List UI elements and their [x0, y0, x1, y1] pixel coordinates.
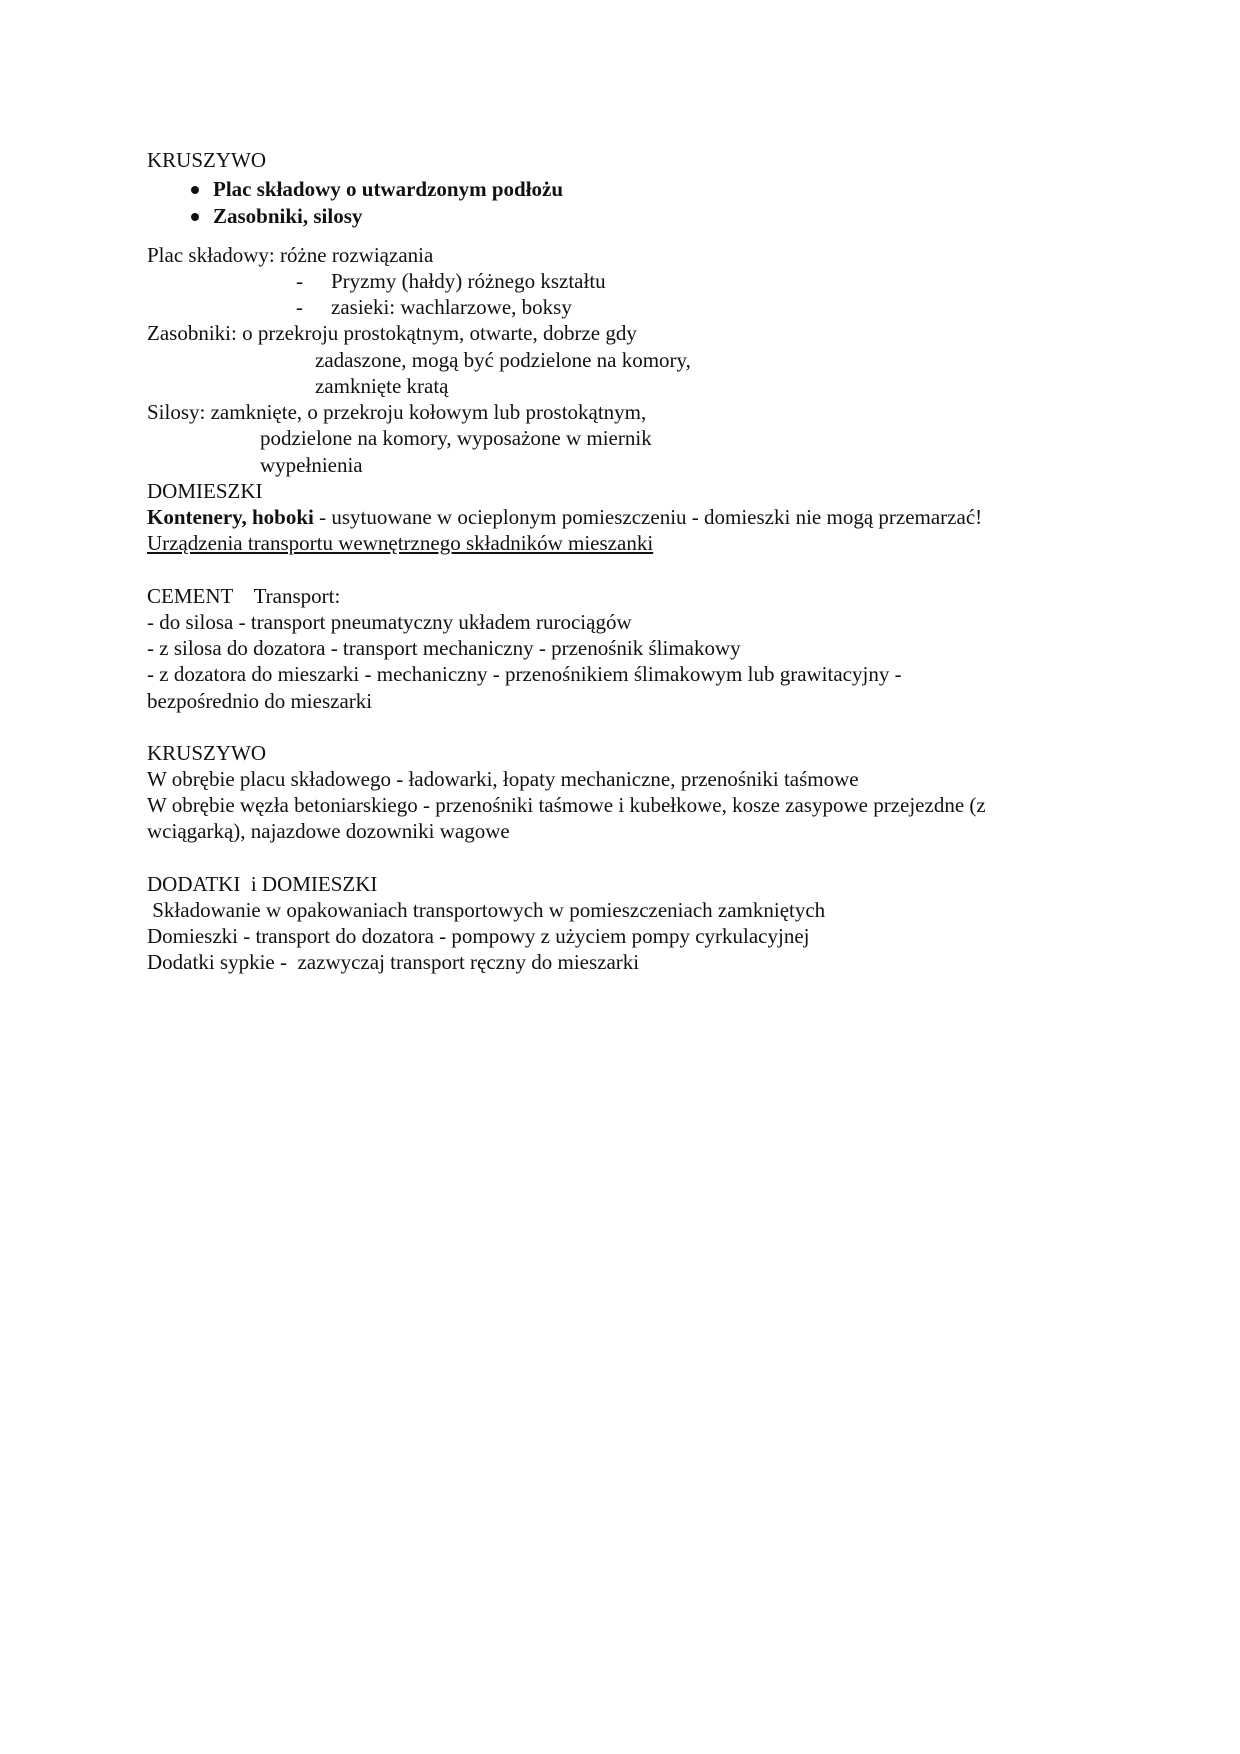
- paragraph-line: Dodatki sypkie - zazwyczaj transport ręczny do mieszarki: [147, 950, 640, 974]
- bold-term: Kontenery, hoboki: [147, 505, 314, 529]
- list-item: zasieki: wachlarzowe, boksy: [331, 295, 572, 319]
- paragraph-line: zadaszone, mogą być podzielone na komory,: [315, 348, 691, 372]
- list-item: Pryzmy (hałdy) różnego kształtu: [331, 269, 606, 293]
- paragraph-line: podzielone na komory, wyposażone w miernik: [260, 426, 652, 450]
- paragraph-line: - z silosa do dozatora - transport mechaniczny - przenośnik ślimakowy: [147, 636, 741, 660]
- paragraph-line: - z dozatora do mieszarki - mechaniczny - przenośnikiem ślimakowym lub grawitacyjny -: [147, 662, 902, 686]
- dash-marker: -: [296, 269, 303, 293]
- bullet-dot-icon: [191, 186, 199, 194]
- paragraph-line: wciągarką), najazdowe dozowniki wagowe: [147, 819, 510, 843]
- bullet-dot-icon: [191, 213, 199, 221]
- paragraph-line: W obrębie węzła betoniarskiego - przenośniki taśmowe i kubełkowe, kosze zasypowe przejezdne (z: [147, 793, 986, 817]
- paragraph-line: Silosy: zamknięte, o przekroju kołowym lub prostokątnym,: [147, 400, 647, 424]
- paragraph-line: [147, 504, 982, 530]
- paragraph-line: Plac składowy: różne rozwiązania: [147, 243, 434, 267]
- paragraph-line: Składowanie w opakowaniach transportowych w pomieszczeniach zamkniętych: [147, 898, 826, 922]
- dash-marker: -: [296, 295, 303, 319]
- heading-cement: CEMENT Transport:: [147, 584, 341, 608]
- underlined-subheading: Urządzenia transportu wewnętrznego składników mieszanki: [147, 531, 654, 555]
- paragraph-line: W obrębie placu składowego - ładowarki, łopaty mechaniczne, przenośniki taśmowe: [147, 767, 859, 791]
- heading-domieszki: DOMIESZKI: [147, 479, 263, 503]
- paragraph-line: - do silosa - transport pneumatyczny układem rurociągów: [147, 610, 632, 634]
- bullet-item: Plac składowy o utwardzonym podłożu: [213, 177, 564, 201]
- heading-kruszywo: KRUSZYWO: [147, 741, 266, 765]
- bullet-item: Zasobniki, silosy: [213, 204, 363, 228]
- paragraph-line: Zasobniki: o przekroju prostokątnym, otwarte, dobrze gdy: [147, 321, 637, 345]
- paragraph-line: wypełnienia: [260, 453, 363, 477]
- paragraph-text: - usytuowane w ocieplonym pomieszczeniu - domieszki nie mogą przemarzać!: [313, 505, 983, 529]
- heading-kruszywo: KRUSZYWO: [147, 148, 266, 172]
- heading-dodatki: DODATKI i DOMIESZKI: [147, 872, 378, 896]
- paragraph-line: Domieszki - transport do dozatora - pompowy z użyciem pompy cyrkulacyjnej: [147, 924, 810, 948]
- paragraph-line: zamknięte kratą: [315, 374, 449, 398]
- paragraph-line: bezpośrednio do mieszarki: [147, 689, 373, 713]
